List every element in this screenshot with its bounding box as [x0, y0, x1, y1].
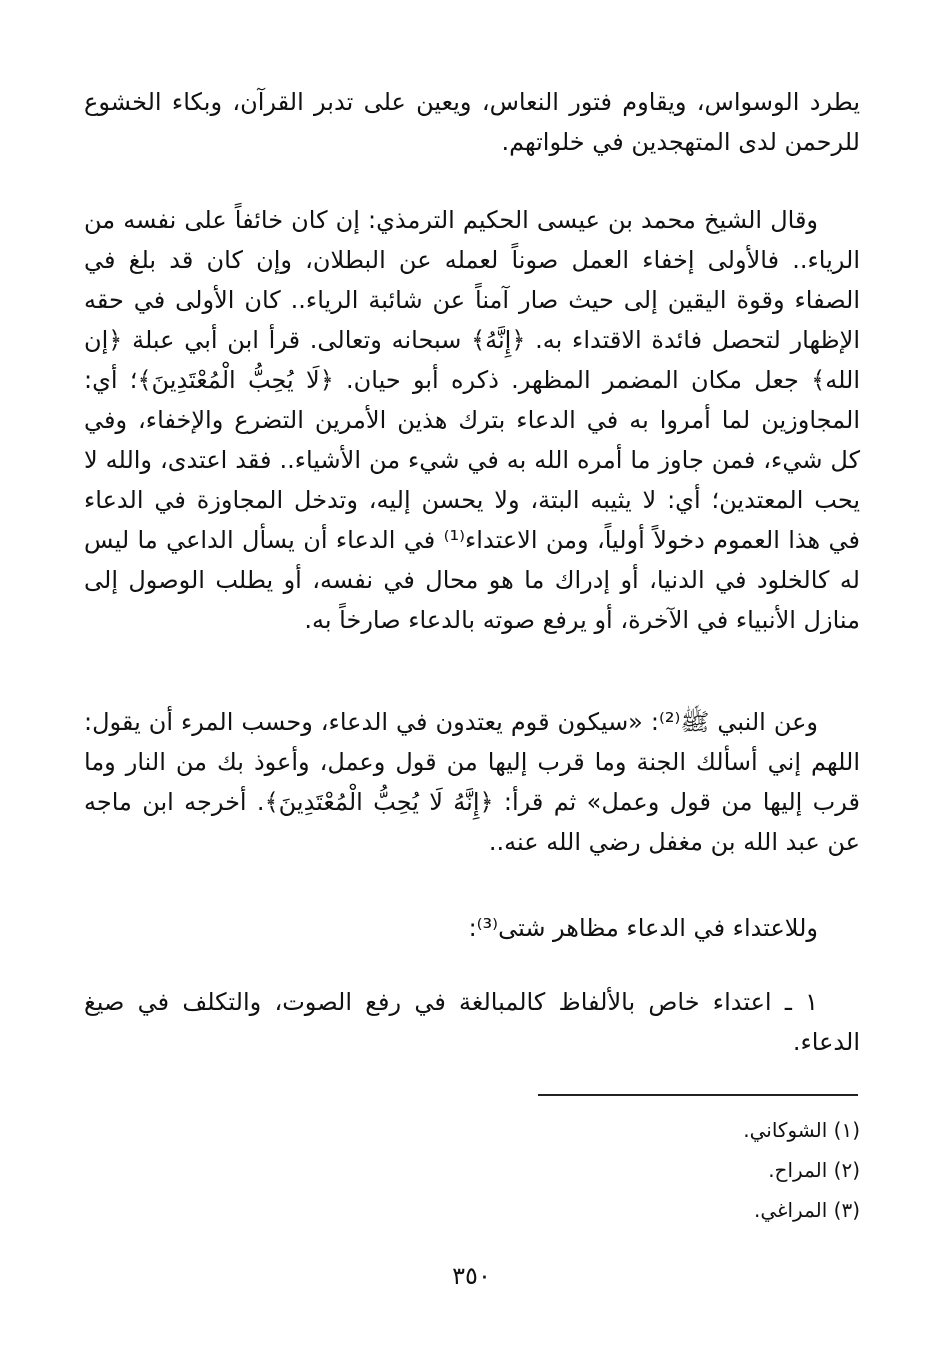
footnotes — [500, 1110, 860, 1230]
paragraph-item-one: ١ ـ اعتداء خاص بالألفاظ كالمبالغة في رفع الصوت، والتكلف في صيغ الدعاء. — [84, 988, 860, 1056]
footnote-3: (٣) المراغي. — [753, 1198, 860, 1222]
footnote-divider — [538, 1094, 858, 1096]
paragraph-continuation: يطرد الوسواس، ويقاوم فتور النعاس، ويعين على تدبر القرآن، وبكاء الخشوع للرحمن لدى المتهجدين في خلواتهم. — [84, 88, 860, 156]
page-number: ٣٥٠ — [452, 1262, 491, 1290]
paragraph-aspects-intro: وللاعتداء في الدعاء مظاهر شتى⁽³⁾: — [468, 914, 818, 942]
paragraph-tirmidhi: وقال الشيخ محمد بن عيسى الحكيم الترمذي: إن كان خائفاً على نفسه من الرياء.. فالأولى إخفاء العمل صوناً لعمله عن البطلان، وإن كان قد بلغ في الصفاء وقوة اليقين إلى حيث صار آمناً عن شائبة الرياء.. كان الأولى في حقه الإظهار لتحصل فائدة الاقتداء به. ﴿إِنَّهُ﴾ سبحانه وتعالى. قرأ ابن أبي عبلة ﴿إن الله﴾ جعل مكان المضمر المظهر. ذكره أبو حيان. ﴿لَا يُحِبُّ الْمُعْتَدِينَ﴾؛ أي: المجاوزين لما أمروا به في الدعاء بترك هذين الأمرين التضرع والإخفاء، وفي كل شيء، فمن جاوز ما أمره الله به في شيء من الأشياء.. فقد اعتدى، والله لا يحب المعتدين؛ أي: لا يثيبه البتة، ولا يحسن إليه، وتدخل المجاوزة في الدعاء في هذا العموم دخولاً أولياً، ومن الاعتداء⁽¹⁾ في الدعاء أن يسأل الداعي ما ليس له كالخلود في الدنيا، أو إدراك ما هو محال في نفسه، أو يطلب الوصول إلى منازل الأنبياء في الآخرة، أو يرفع صوته بالدعاء صارخاً به. — [84, 206, 861, 634]
footnote-1: (١) الشوكاني. — [743, 1118, 860, 1142]
footnote-2: (٢) المراح. — [768, 1158, 860, 1182]
paragraph-hadith: وعن النبي ﷺ⁽²⁾: «سيكون قوم يعتدون في الدعاء، وحسب المرء أن يقول: اللهم إني أسألك الجنة وما قرب إليها من قول وعمل، وأعوذ بك من النار وما قرب إليها من قول وعمل» ثم قرأ: ﴿إِنَّهُ لَا يُحِبُّ الْمُعْتَدِينَ﴾. أخرجه ابن ماجه عن عبد الله بن مغفل رضي الله عنه.. — [84, 708, 860, 856]
